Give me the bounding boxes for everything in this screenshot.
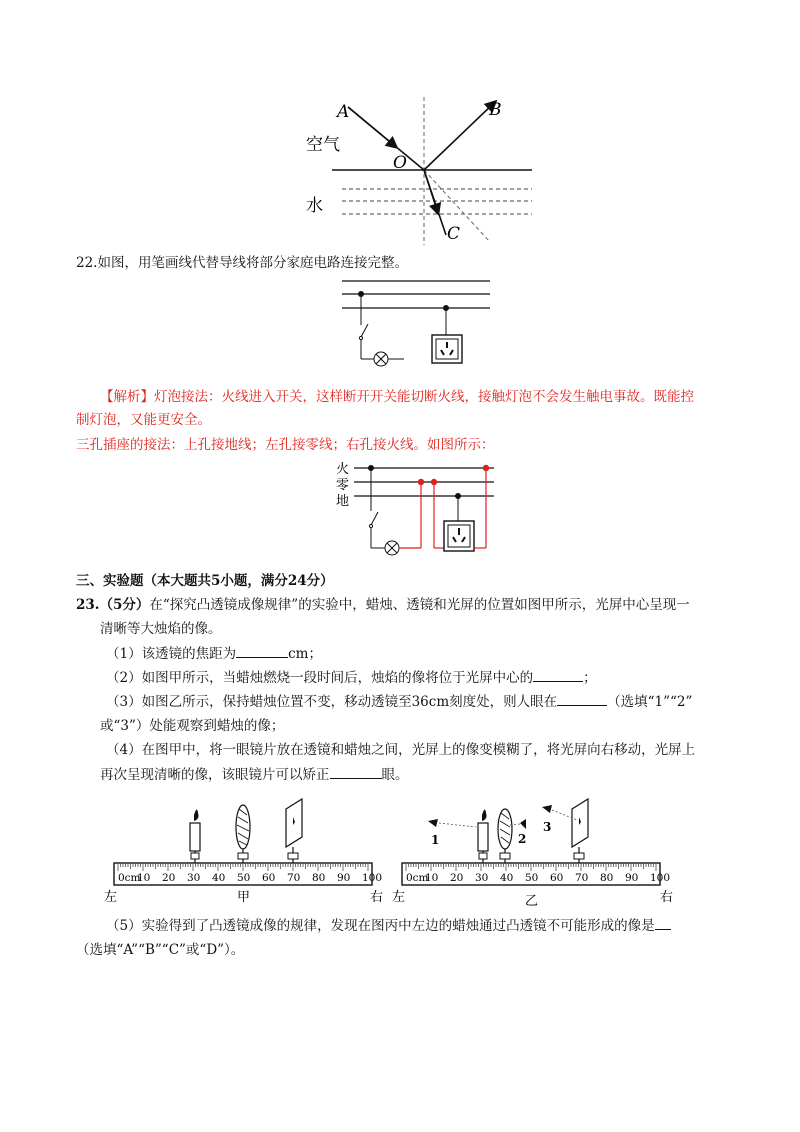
label-fig-a: 甲 xyxy=(237,890,251,905)
label-left-b: 左 xyxy=(392,890,406,905)
ruler-tick-label: 0cm xyxy=(406,872,429,884)
label-air: 空气 xyxy=(306,135,340,155)
q23-part-2 xyxy=(106,669,597,687)
ruler-tick-label: 80 xyxy=(312,872,326,884)
light-refraction-figure xyxy=(300,95,540,250)
q23-part-2-text: （2）如图甲所示，当蜡烛燃烧一段时间后，烛焰的像将位于光屏中心的 xyxy=(106,670,534,686)
ruler-tick-label: 60 xyxy=(550,872,564,884)
analysis-line-1 xyxy=(100,388,694,406)
label-right-b: 右 xyxy=(660,890,674,905)
answer-blank-1[interactable] xyxy=(236,645,288,658)
analysis-line-2: 制灯泡，又能更安全。 xyxy=(76,412,211,428)
answer-blank-5[interactable] xyxy=(655,917,671,930)
eye-position-1-icon xyxy=(428,819,476,847)
label-left-a: 左 xyxy=(104,890,118,905)
section-3-title: 三、实验题（本大题共5小题，满分24分） xyxy=(76,573,334,589)
label-ground: 地 xyxy=(336,494,350,509)
screen-b xyxy=(572,799,588,863)
q23-head: 23.（5分） xyxy=(76,597,150,613)
q23-line-1 xyxy=(76,596,690,614)
analysis-line-3: 三孔插座的接法：上孔接地线；左孔接零线；右孔接火线。如图所示： xyxy=(76,437,495,453)
q23-line-2: 清晰等大烛焰的像。 xyxy=(100,621,222,637)
ruler-tick-label: 0cm xyxy=(118,872,141,884)
q23-part-4-end: 眼。 xyxy=(381,767,409,783)
ruler-tick-label: 40 xyxy=(500,872,514,884)
ruler-tick-label: 10 xyxy=(137,872,151,884)
q23-part-3 xyxy=(106,693,692,711)
ruler-tick-label: 10 xyxy=(425,872,439,884)
analysis-text-1: 灯泡接法：火线进入开关，这样断开开关能切断火线，接触灯泡不会发生触电事故。既能控 xyxy=(154,389,694,405)
ruler-tick-label: 20 xyxy=(450,872,464,884)
eye-label-1: 1 xyxy=(431,833,440,847)
q23-part-5-cont: （选填“A”“B”“C”或“D”）。 xyxy=(76,942,245,958)
q23-part-1-text: （1）该透镜的焦距为 xyxy=(106,646,237,662)
ruler-tick-label: 100 xyxy=(362,872,383,884)
answer-blank-2[interactable] xyxy=(533,669,583,682)
ruler-tick-label: 50 xyxy=(525,872,539,884)
q23-part-4-cont xyxy=(100,766,409,784)
label-a: A xyxy=(337,102,350,122)
q23-part-1 xyxy=(106,645,322,663)
label-o: O xyxy=(393,153,407,173)
q23-part-3-cont: 或“3”）处能观察到蜡烛的像； xyxy=(100,718,285,734)
ruler-tick-label: 30 xyxy=(187,872,201,884)
screen-a xyxy=(286,799,302,863)
answer-blank-4[interactable] xyxy=(330,766,382,779)
q23-part-3-options: （选填“1”“2” xyxy=(607,694,693,710)
circuit-question-figure xyxy=(336,275,496,371)
ruler-tick-label: 80 xyxy=(600,872,614,884)
ruler-tick-label: 60 xyxy=(262,872,276,884)
ruler-tick-label: 40 xyxy=(212,872,226,884)
label-fig-b: 乙 xyxy=(525,894,539,908)
label-zero: 零 xyxy=(336,478,350,493)
circuit-answer-figure xyxy=(334,458,504,558)
label-right-a: 右 xyxy=(370,890,384,905)
eye-label-3: 3 xyxy=(543,820,552,834)
q23-part-4-text: 再次呈现清晰的像，该眼镜片可以矫正 xyxy=(100,767,330,783)
label-b: B xyxy=(489,100,502,120)
q23-part-5-text: （5）实验得到了凸透镜成像的规律，发现在图丙中左边的蜡烛通过凸透镜不可能形成的像是 xyxy=(106,918,655,934)
ruler-tick-label: 50 xyxy=(237,872,251,884)
optical-bench-figures xyxy=(100,793,680,908)
bench-a xyxy=(104,799,383,905)
ruler-tick-label: 100 xyxy=(650,872,671,884)
q23-part-5 xyxy=(106,917,671,935)
eye-label-2: 2 xyxy=(518,832,527,846)
ruler-tick-label: 20 xyxy=(162,872,176,884)
lens-b xyxy=(498,809,512,863)
ruler-tick-label: 90 xyxy=(625,872,639,884)
label-water: 水 xyxy=(306,196,323,216)
ruler-tick-label: 70 xyxy=(575,872,589,884)
q23-text-1: 在“探究凸透镜成像规律”的实验中，蜡烛、透镜和光屏的位置如图甲所示，光屏中心呈现一 xyxy=(149,597,690,613)
q23-part-2-end: ； xyxy=(583,670,597,686)
q23-part-1-unit: cm； xyxy=(288,646,322,662)
candle-a xyxy=(190,809,200,863)
answer-blank-3[interactable] xyxy=(557,693,607,706)
ruler-tick-label: 30 xyxy=(475,872,489,884)
ruler-tick-label: 70 xyxy=(287,872,301,884)
bench-b xyxy=(392,799,673,908)
lens-a xyxy=(236,805,250,863)
q23-part-3-text: （3）如图乙所示，保持蜡烛位置不变，移动透镜至36cm刻度处，则人眼在 xyxy=(106,694,558,710)
question-22: 22.如图，用笔画线代替导线将部分家庭电路连接完整。 xyxy=(76,255,408,271)
q23-part-4: （4）在图甲中，将一眼镜片放在透镜和蜡烛之间，光屏上的像变模糊了，将光屏向右移动，光屏上 xyxy=(106,742,696,758)
label-fire: 火 xyxy=(336,462,350,477)
label-c: C xyxy=(447,224,461,244)
analysis-tag: 【解析】 xyxy=(100,389,154,405)
candle-b xyxy=(478,809,488,863)
ruler-tick-label: 90 xyxy=(337,872,351,884)
